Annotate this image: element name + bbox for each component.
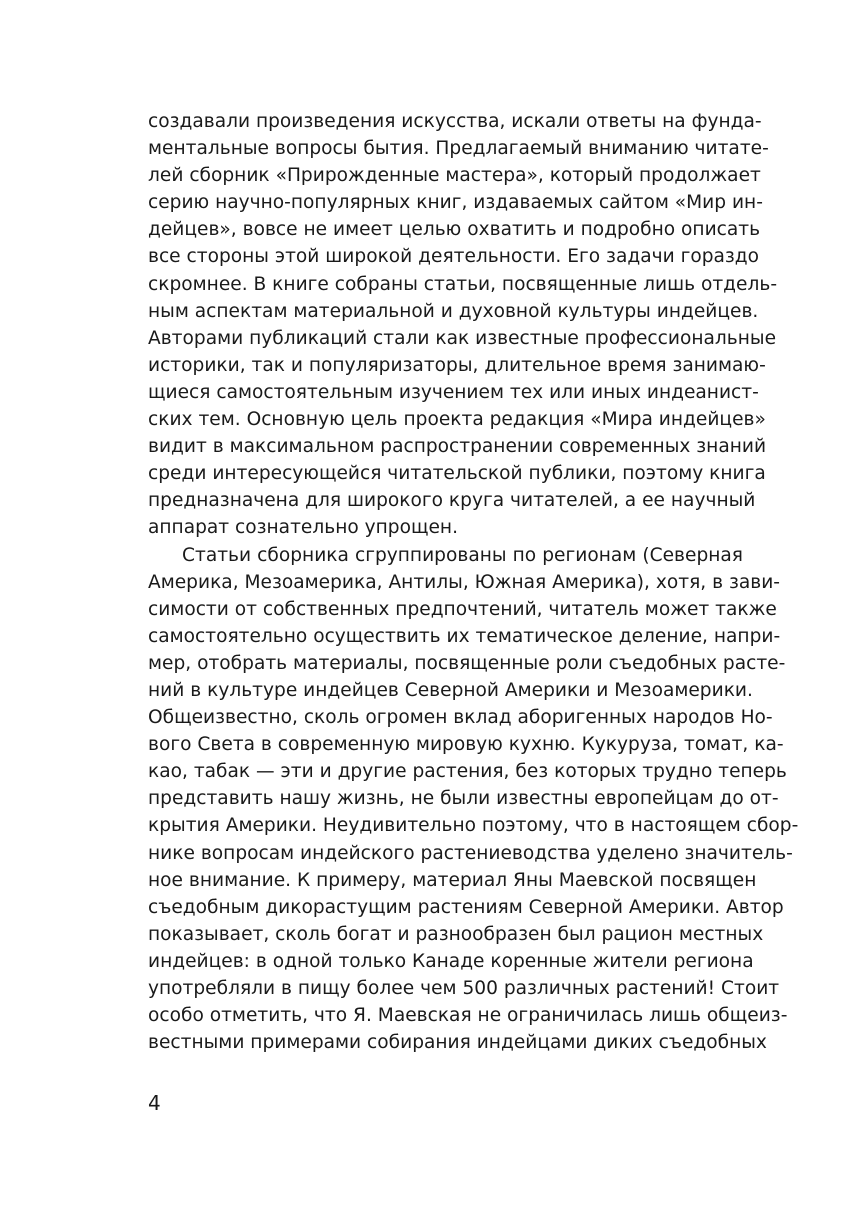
text-line: мер, отобрать материалы, посвященные роли съедобных расте- [148, 652, 786, 674]
text-line: лей сборник «Прирожденные мастера», который продолжает [148, 165, 761, 187]
text-line: съедобным дикорастущим растениям Северной Америки. Автор [148, 896, 784, 918]
text-line: ное внимание. К примеру, материал Яны Маевской посвящен [148, 869, 757, 891]
text-line: вестными примерами собирания индейцами диких съедобных [148, 1032, 767, 1054]
text-line: особо отметить, что Я. Маевская не ограничилась лишь общеиз- [148, 1005, 788, 1027]
text-line: ментальные вопросы бытия. Предлагаемый вниманию читате- [148, 138, 769, 160]
text-line: као, табак — эти и другие растения, без которых трудно теперь [148, 761, 787, 783]
paragraph [148, 108, 778, 542]
text-line: щиеся самостоятельным изучением тех или иных индеанист- [148, 381, 759, 403]
text-line: историки, так и популяризаторы, длительное время занимаю- [148, 354, 766, 376]
text-line: серию научно-популярных книг, издаваемых сайтом «Мир ин- [148, 192, 763, 214]
text-line: употребляли в пищу более чем 500 различных растений! Стоит [148, 978, 780, 999]
text-line: среди интересующейся читательской публики, поэтому книга [148, 463, 766, 485]
text-line: ным аспектам материальной и духовной культуры индейцев. [148, 300, 759, 322]
text-line: Общеизвестно, сколь огромен вклад аборигенных народов Но- [148, 707, 773, 729]
text-line: симости от собственных предпочтений, читатель может также [148, 598, 777, 620]
text-line: Статьи сборника сгруппированы по регионам (Северная [182, 544, 743, 566]
text-line: самостоятельно осуществить их тематическое деление, напри- [148, 625, 781, 647]
text-line: предназначена для широкого круга читателей, а ее научный [148, 490, 756, 512]
paragraph [148, 542, 799, 1057]
text-line: индейцев: в одной только Канаде коренные жители региона [148, 950, 754, 972]
text-line: Авторами публикаций стали как известные профессиональные [148, 327, 777, 349]
text-line: ских тем. Основную цель проекта редакция «Мира индейцев» [148, 409, 766, 431]
body-text [148, 108, 799, 1056]
text-line: создавали произведения искусства, искали ответы на фунда- [148, 111, 762, 132]
text-line: крытия Америки. Неудивительно поэтому, что в настоящем сбор- [148, 815, 799, 837]
text-line: все стороны этой широкой деятельности. Его задачи гораздо [148, 246, 760, 268]
text-line: аппарат сознательно упрощен. [148, 517, 458, 539]
text-line: вого Света в современную мировую кухню. Кукуруза, томат, ка- [148, 734, 784, 756]
page-number: 4 [148, 1091, 161, 1115]
text-line: Америка, Мезоамерика, Антилы, Южная Америка), хотя, в зави- [148, 571, 780, 593]
text-line: представить нашу жизнь, не были известны европейцам до от- [148, 788, 779, 810]
text-line: показывает, сколь богат и разнообразен был рацион местных [148, 923, 764, 945]
text-line: скромнее. В книге собраны статьи, посвященные лишь отдель- [148, 273, 778, 295]
text-line: дейцев», вовсе не имеет целью охватить и подробно описать [148, 219, 761, 241]
text-line: видит в максимальном распространении современных знаний [148, 436, 767, 458]
text-line: ний в культуре индейцев Северной Америки и Мезоамерики. [148, 679, 753, 701]
text-line: нике вопросам индейского растениеводства уделено значитель- [148, 842, 793, 864]
